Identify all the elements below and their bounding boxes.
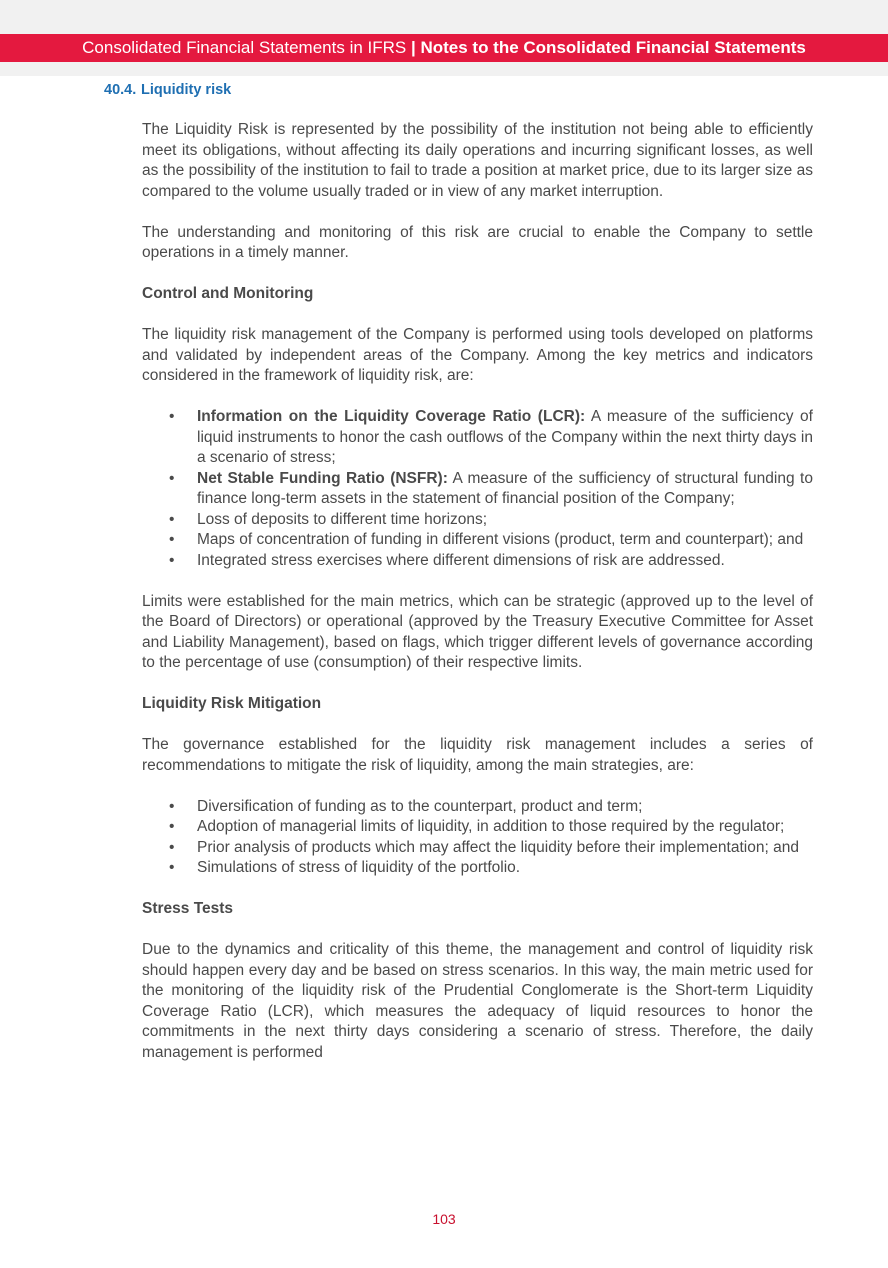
paragraph-intro-2: The understanding and monitoring of this risk are crucial to enable the Company to settle operations in a timely manner.	[142, 223, 813, 261]
list-item: • Integrated stress exercises where different dimensions of risk are addressed.	[197, 551, 813, 572]
bullet-icon: •	[169, 510, 175, 528]
paragraph-limits: Limits were established for the main metrics, which can be strategic (approved up to the level of the Board of Directors) or operational (approved by the Treasury Executive Committee for Asset and Liability Management), based on flags, which trigger different levels of governance according to the percentage of use (consumption) of their respective limits.	[142, 592, 813, 671]
bullet-icon: •	[169, 818, 175, 835]
bullet-icon: •	[169, 408, 175, 425]
header-section-title: Notes to the Consolidated Financial Statements	[420, 38, 806, 57]
section-heading	[104, 82, 231, 98]
bullet-icon: •	[169, 531, 175, 548]
header-doc-title: Consolidated Financial Statements in IFRS	[82, 38, 407, 57]
bullet-icon: •	[169, 838, 175, 856]
bullet-icon: •	[169, 797, 175, 815]
page-number: 103	[432, 1211, 456, 1227]
paragraph-stress: Due to the dynamics and criticality of this theme, the management and control of liquidity risk should happen every day and be based on stress scenarios. In this way, the main metric used for the monitoring of the liquidity risk of the Prudential Conglomerate is the Short-term Liquidity Coverage Ratio (LCR), which measures the adequacy of liquid resources to honor the commitments in the next thirty days considering a scenario of stress. Therefore, the daily management is performed	[142, 941, 813, 1061]
list-item: • Simulations of stress of liquidity of the portfolio.	[197, 858, 813, 879]
bullet-icon: •	[169, 551, 175, 569]
header-bottom-strip	[0, 62, 888, 76]
header-banner	[0, 34, 888, 62]
body-content	[142, 120, 813, 1084]
section-number: 40.4.	[104, 82, 137, 98]
bullet-icon: •	[169, 469, 175, 487]
heading-control-monitoring: Control and Monitoring	[142, 285, 314, 302]
list-item: • Adoption of managerial limits of liquidity, in addition to those required by the regulator;	[197, 817, 813, 838]
header-separator: |	[406, 38, 421, 57]
paragraph-mitigation-intro: The governance established for the liquidity risk management includes a series of recommendations to mitigate the risk of liquidity, among the main strategies, are:	[142, 736, 813, 774]
section-title: Liquidity risk	[141, 82, 232, 98]
list-item: • Prior analysis of products which may affect the liquidity before their implementation; and	[197, 838, 813, 859]
mitigation-list	[142, 797, 813, 879]
bullet-icon: •	[169, 859, 175, 876]
heading-liquidity-risk-mitigation: Liquidity Risk Mitigation	[142, 695, 322, 712]
list-item: • Net Stable Funding Ratio (NSFR): A measure of the sufficiency of structural funding to finance long-term assets in the statement of financial position of the Company;	[169, 469, 813, 507]
paragraph-control-intro: The liquidity risk management of the Company is performed using tools developed on platforms and validated by independent areas of the Company. Among the key metrics and indicators considered in the framework of liquidity risk, are:	[142, 326, 813, 384]
paragraph-intro-1: The Liquidity Risk is represented by the possibility of the institution not being able to efficiently meet its obligations, without affecting its daily operations and incurring significant losses, as well as the possibility of the institution to fail to trade a position at market price, due to its larger size as compared to the volume usually traded or in view of any market interruption.	[142, 121, 813, 200]
list-item: • Maps of concentration of funding in different visions (product, term and counterpart); and	[197, 530, 813, 551]
list-item: • Loss of deposits to different time horizons;	[197, 510, 813, 531]
list-item: • Diversification of funding as to the counterpart, product and term;	[197, 797, 813, 818]
list-item: • Information on the Liquidity Coverage Ratio (LCR): A measure of the sufficiency of liquid instruments to honor the cash outflows of the Company within the next thirty days in a scenario of stress;	[169, 408, 813, 466]
heading-stress-tests: Stress Tests	[142, 900, 234, 917]
top-margin-strip	[0, 0, 888, 34]
metrics-list	[142, 407, 813, 571]
